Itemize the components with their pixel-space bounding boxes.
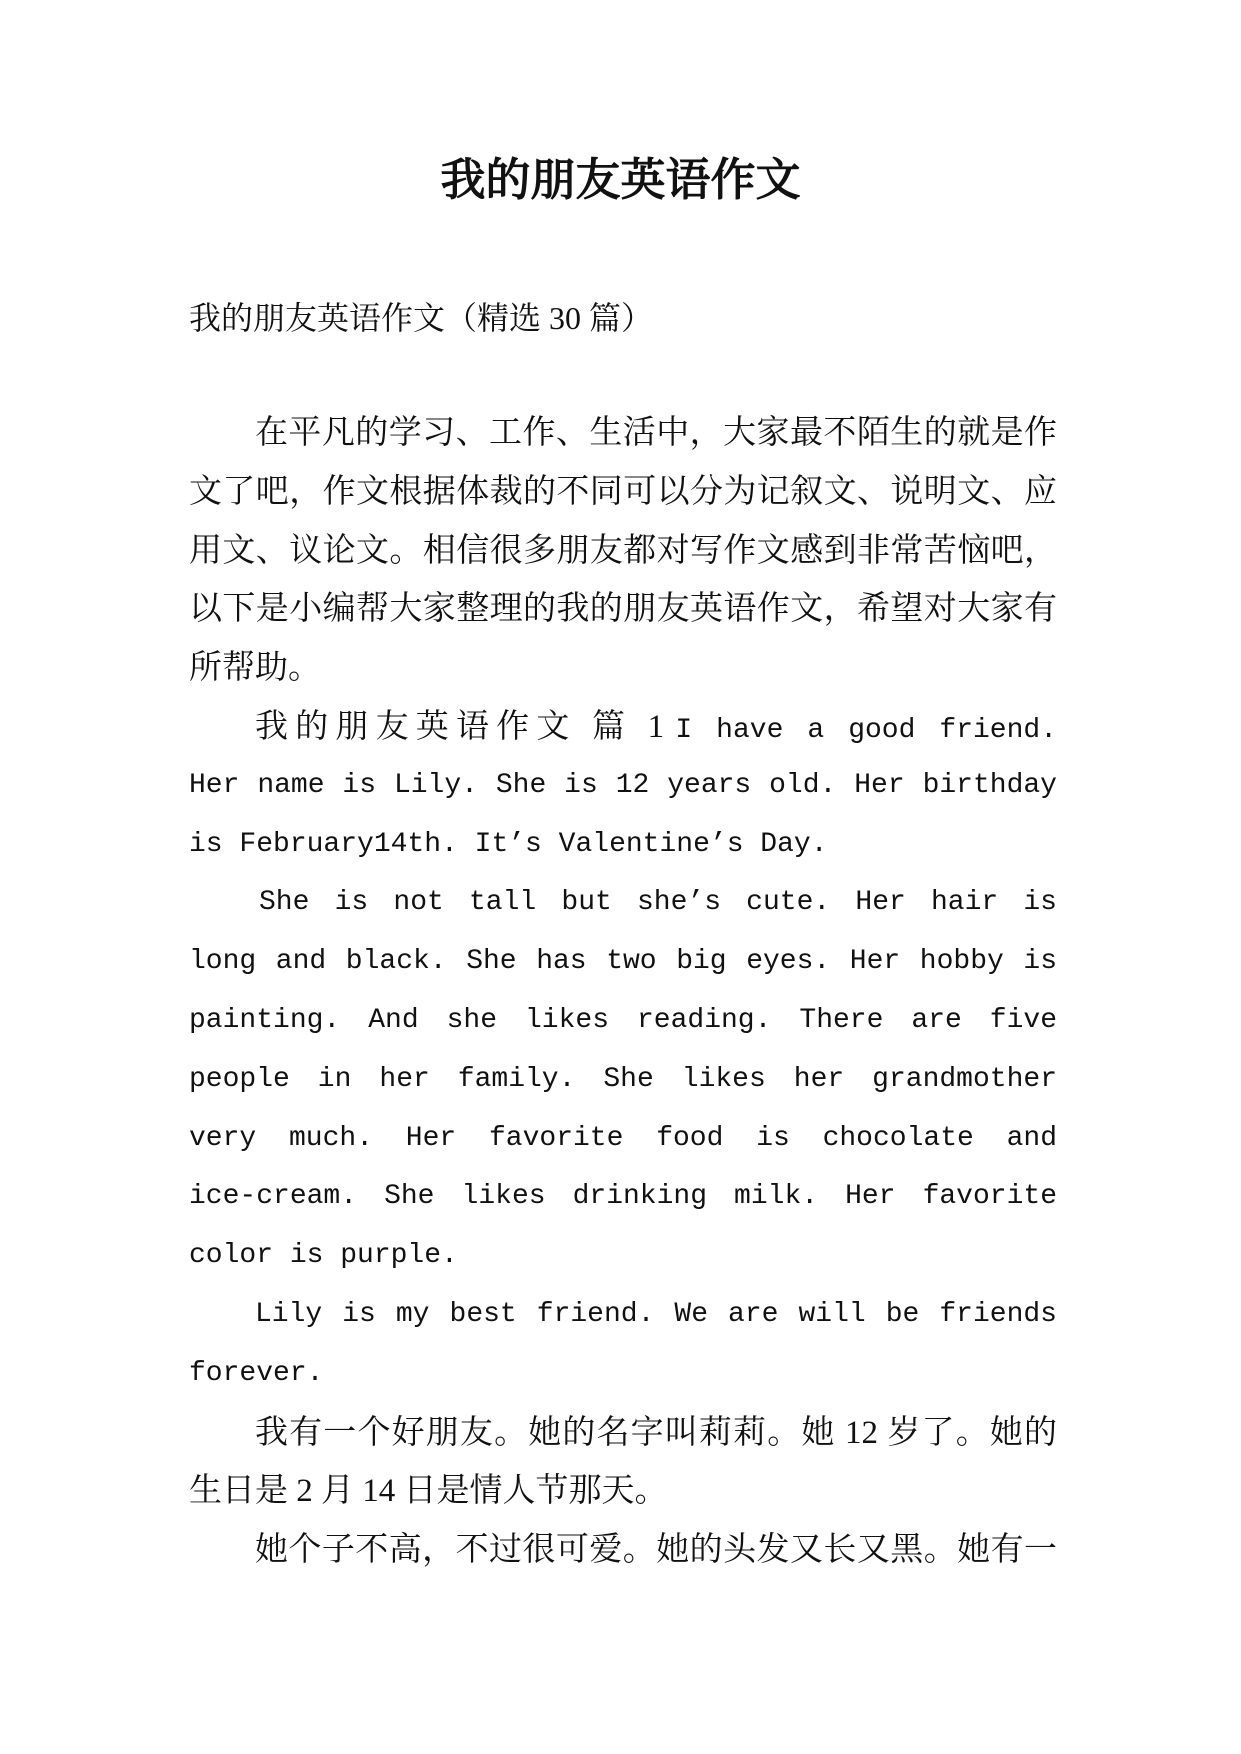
text-line: ice-cream. She likes drinking milk. Her favorite [189,1181,1057,1213]
text-line: 所帮助。 [189,650,321,687]
essay-1-paragraph-3 [189,1286,1057,1404]
text-line: 我有一个好朋友。她的名字叫莉莉。她 12 岁了。她的 [255,1414,1057,1451]
text-line: 在平凡的学习、工作、生活中，大家最不陌生的就是作 [255,415,1057,451]
essay-1-paragraph-2 [189,874,1057,1286]
essay-first-sentence: I have a good friend. [675,714,1058,746]
translation-paragraph-1 [189,1404,1057,1522]
text-line: Lily is my best friend. We are will be friends [255,1298,1057,1330]
text-line: 她个子不高，不过很可爱。她的头发又长又黑。她有一 [255,1532,1057,1569]
text-line: 用文、议论文。相信很多朋友都对写作文感到非常苦恼吧， [189,532,1057,569]
text-line: 文了吧，作文根据体裁的不同可以分为记叙文、说明文、应 [189,473,1057,510]
text-line: is February14th. It’s Valentine’s Day. [189,828,828,860]
text-line: She is not tall but she’s cute. Her hair is [259,887,1057,919]
translation-paragraph-2 [189,1521,1057,1580]
essay-1-paragraph [189,698,1057,874]
document-body [189,404,1057,1580]
text-line: color is purple. [189,1240,458,1272]
document-subtitle: 我的朋友英语作文（精选 30 篇） [189,300,654,336]
text-line: people in her family. She likes her grandmother [189,1063,1057,1095]
intro-paragraph [189,404,1057,698]
text-line: painting. And she likes reading. There are five [189,1004,1057,1036]
text-line: forever. [189,1357,324,1389]
document-title: 我的朋友英语作文 [440,155,801,205]
text-line: very much. Her favorite food is chocolate and [189,1122,1057,1154]
text-line [189,698,1057,757]
essay-heading: 我的朋友英语作文 篇 1 [255,708,665,745]
text-line: 生日是 2 月 14 日是情人节那天。 [189,1473,668,1510]
text-line: Her name is Lily. She is 12 years old. Her birthday [189,769,1057,801]
text-line: 以下是小编帮大家整理的我的朋友英语作文，希望对大家有 [189,591,1057,628]
text-line: long and black. She has two big eyes. Her hobby is [189,946,1057,978]
